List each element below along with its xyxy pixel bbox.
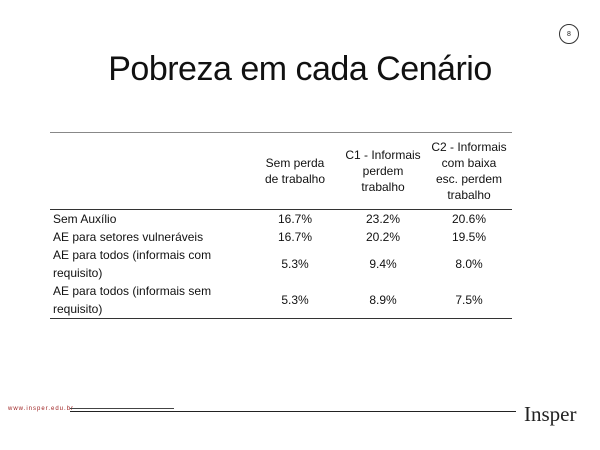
poverty-scenarios-table: [50, 132, 512, 319]
cell-value: 9.4%: [369, 257, 397, 271]
row-label: AE para todos (informais sem requisito): [53, 284, 212, 316]
cell-value: 8.0%: [455, 257, 483, 271]
footer-divider-short: [70, 408, 174, 409]
row-label: AE para todos (informais com requisito): [53, 248, 212, 280]
slide-title: Pobreza em cada Cenário: [108, 50, 492, 88]
row-label: AE para setores vulneráveis: [53, 230, 204, 244]
table-row: [50, 282, 512, 319]
cell-value: 16.7%: [277, 212, 313, 226]
cell-value: 19.5%: [451, 230, 487, 244]
row-label: Sem Auxílio: [53, 212, 117, 226]
page-number-badge: [559, 24, 579, 44]
table-row: [50, 210, 512, 229]
table-header-row: [50, 133, 512, 210]
insper-logo: Insper: [524, 402, 577, 426]
footer-url: www.insper.edu.br: [8, 406, 75, 412]
table-row: [50, 228, 512, 246]
header-c1: C1 - Informais perdem trabalho: [345, 148, 421, 194]
header-sem-perda: Sem perda de trabalho: [264, 156, 326, 186]
cell-value: 20.2%: [365, 230, 401, 244]
cell-value: 7.5%: [455, 293, 483, 307]
cell-value: 20.6%: [451, 212, 487, 226]
table-row: [50, 246, 512, 282]
header-c2: C2 - Informais com baixa esc. perdem trabalho: [431, 140, 507, 202]
page-number: 8: [567, 30, 571, 38]
cell-value: 23.2%: [365, 212, 401, 226]
cell-value: 8.9%: [369, 293, 397, 307]
header-empty: [50, 133, 250, 210]
cell-value: 16.7%: [277, 230, 313, 244]
footer-divider: [70, 411, 516, 412]
cell-value: 5.3%: [281, 293, 309, 307]
cell-value: 5.3%: [281, 257, 309, 271]
